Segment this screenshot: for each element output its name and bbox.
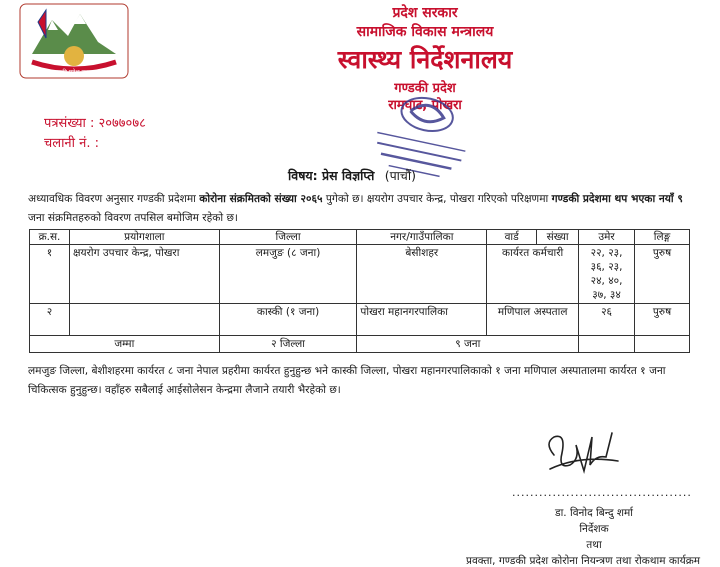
cases-table — [29, 229, 690, 353]
cell-lab — [69, 304, 219, 336]
intro-text-1: अध्यावधिक विवरण अनुसार गण्डकी प्रदेशमा — [28, 193, 200, 205]
cell-sn: २ — [30, 304, 70, 336]
cell-district: कास्की (१ जना) — [219, 304, 357, 336]
table-header-row — [30, 230, 690, 245]
intro-text-2: पुगेको छ। क्षयरोग उपचार केन्द्र, पोखरा गरिएको परिक्षणमा — [322, 193, 552, 205]
total-label: जम्मा — [30, 336, 220, 353]
header-line-1: प्रदेश सरकार — [392, 5, 458, 21]
government-emblem-icon — [18, 2, 130, 80]
total-district: २ जिल्ला — [219, 336, 357, 353]
signatory-name: डा. विनोद बिन्दु शर्मा — [554, 507, 634, 519]
signature-line: ........................................ — [512, 486, 692, 499]
subject-title: विषय: प्रेस विज्ञप्ति — [288, 168, 375, 183]
table-header: वार्ड — [487, 230, 537, 245]
signature-block — [444, 505, 720, 567]
table-total-row — [30, 336, 690, 353]
header-line-5: रामघाट, पोखरा — [388, 98, 462, 113]
signature-icon — [540, 425, 622, 481]
signatory-title: निर्देशक — [579, 523, 609, 535]
subject-line — [288, 167, 416, 184]
table-row — [30, 245, 690, 304]
cell-gender: पुरुष — [635, 304, 690, 336]
cell-municipality: पोखरा महानगरपालिका — [357, 304, 487, 336]
total-empty — [635, 336, 690, 353]
table-row — [30, 304, 690, 336]
reference-number — [44, 113, 146, 131]
cell-ward: कार्यरत कर्मचारी — [487, 245, 579, 304]
table-header: संख्या — [537, 230, 579, 245]
total-count: ९ जना — [357, 336, 579, 353]
header-line-4: गण्डकी प्रदेश — [394, 81, 456, 96]
header-line-3: स्वास्थ्य निर्देशनालय — [337, 45, 513, 74]
cell-gender: पुरुष — [635, 245, 690, 304]
signatory-role: प्रवक्ता, गण्डकी प्रदेश कोरोना नियन्त्रण तथा रोकथाम कार्यक्रम — [466, 555, 701, 567]
table-header: क्र.स. — [30, 230, 70, 245]
details-paragraph: लमजुङ जिल्ला, बेशीशहरमा कार्यरत ८ जना नेपाल प्रहरीमा कार्यरत हुनुहुन्छ भने कास्की जिल्ला, पोखरा महानगरपालिकाको १ जना मणिपाल अस्पातालमा कार्यरत १ जना चिकित्सक हुनुहुन्छ। वहाँहरु सबैलाई आईसोलेसन केन्द्रमा लैजाने तयारी भैरहेको छ। — [28, 365, 666, 396]
table-header: लिङ्ग — [635, 230, 690, 245]
intro-bold-1: कोरोना संक्रमितको संख्या २०६५ — [199, 193, 323, 205]
table-header: प्रयोगशाला — [69, 230, 219, 245]
subject-count: (पाचौं) — [384, 168, 416, 183]
emblem-text: गण्डकी प्रदेश सरकार — [51, 69, 97, 76]
intro-bold-2: गण्डकी प्रदेशमा थप भएका नयाँ ९ — [551, 193, 683, 205]
cell-municipality: बेसीशहर — [357, 245, 487, 304]
table-header: उमेर — [579, 230, 635, 245]
table-header: नगर/गाउँपालिका — [357, 230, 487, 245]
table-header: जिल्ला — [219, 230, 357, 245]
cell-age: २६ — [579, 304, 635, 336]
reference-value: २०७७०७८ — [98, 116, 146, 131]
cell-age: २२, २३, ३६, २३, २४, ४०, ३७, ३४ — [579, 245, 635, 304]
cell-district: लमजुङ (८ जना) — [219, 245, 357, 304]
signatory-conjunction: तथा — [586, 539, 602, 551]
total-empty — [579, 336, 635, 353]
cell-lab: क्षयरोग उपचार केन्द्र, पोखरा — [69, 245, 219, 304]
cell-sn: १ — [30, 245, 70, 304]
header-line-2: सामाजिक विकास मन्त्रालय — [356, 24, 494, 40]
intro-paragraph — [28, 190, 692, 228]
reference-label: पत्रसंख्या : — [44, 116, 95, 131]
cell-ward: मणिपाल अस्पताल — [487, 304, 579, 336]
intro-text-3: जना संक्रमितहरुको विवरण तपसिल बमोजिम रहेको छ। — [28, 212, 238, 224]
dispatch-number: चलानी नं. : — [44, 136, 100, 151]
